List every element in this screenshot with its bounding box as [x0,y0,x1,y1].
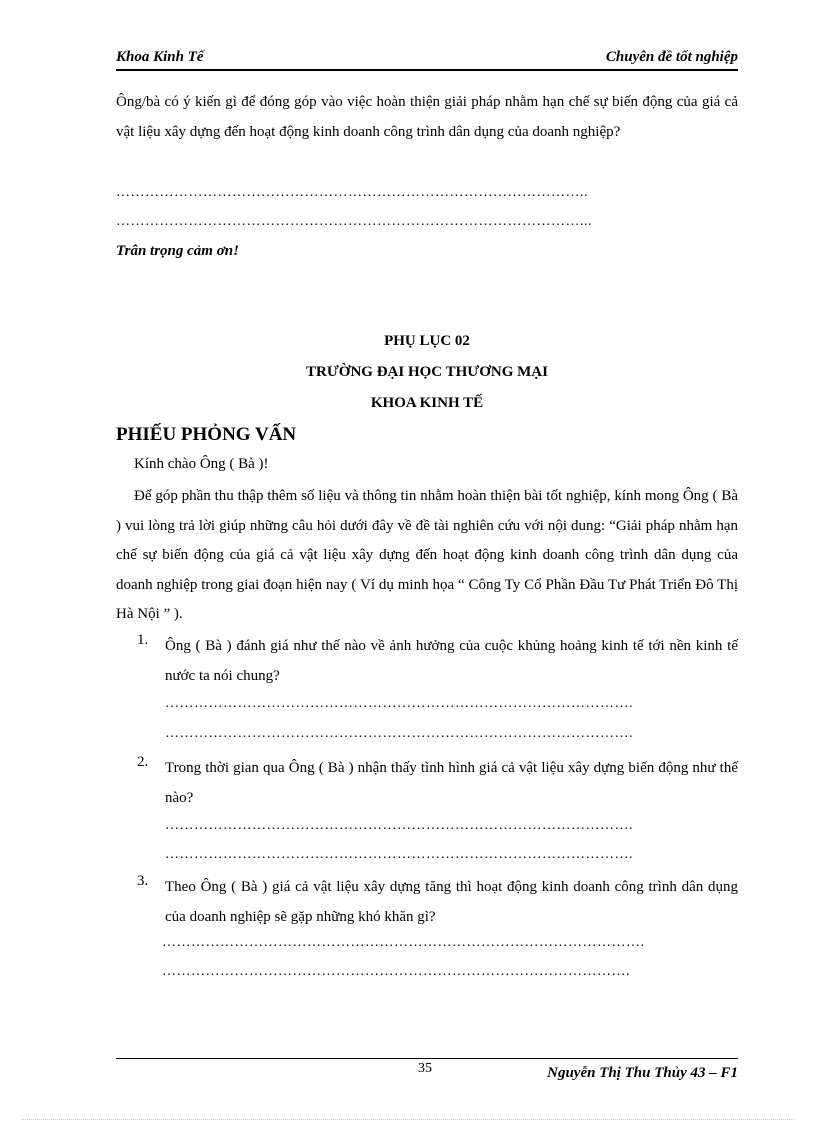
question-1-number: 1. [137,632,149,648]
question-2-answer-line-2: ……………………………………………………………………………………. [165,847,633,862]
question-2-answer-line-1: ……………………………………………………………………………………. [165,818,633,833]
question-2-number: 2. [137,754,149,770]
question-3-answer-line-1: ………………………………………………………………………………………. [162,935,645,950]
answer-dots-line-2: ……………………………………………………………………………………... [116,214,592,229]
faculty-name: KHOA KINH TẾ [370,395,484,411]
page-edge [22,1119,794,1120]
question-1-answer-line-1: ……………………………………………………………………………………. [165,696,633,711]
question-3-number: 3. [137,873,149,889]
intro-paragraph: Để góp phần thu thập thêm số liệu và thông tin nhằm hoàn thiện bài tốt nghiệp, kính mong Ông ( Bà ) vui lòng trả lời giúp những câu hỏi dưới đây về đề tài nghiên cứu với nội dung: “Giải pháp nhằm hạn chế sự biến động của giá cả vật liệu xây dựng đến hoạt động kinh doanh công trình dân dụng của doanh nghiệp trong giai đoạn hiện nay ( Ví dụ minh họa “ Công Ty Cổ Phần Đầu Tư Phát Triển Đô Thị Hà Nội ” ). [116,488,738,622]
header-divider [116,69,738,71]
question-3-text: Theo Ông ( Bà ) giá cả vật liệu xây dựng tăng thì hoạt động kinh doanh công trình dân dụng của doanh nghiệp sẽ gặp những khó khăn gì? [165,879,738,925]
answer-dots-line-1: …………………………………………………………………………………….. [116,185,588,200]
header-faculty: Khoa Kinh Tế [116,49,204,65]
thanks-text: Trân trọng cảm ơn! [116,243,239,259]
university-name: TRƯỜNG ĐẠI HỌC THƯƠNG MẠI [306,364,548,380]
question-2-text: Trong thời gian qua Ông ( Bà ) nhận thấy tình hình giá cả vật liệu xây dựng biến động như thế nào? [165,760,738,806]
appendix-title: PHỤ LỤC 02 [384,333,470,349]
question-3-answer-line-2: ……………………………………………………………………………………. [162,964,630,979]
greeting: Kính chào Ông ( Bà )! [134,456,269,472]
form-title: PHIẾU PHỎNG VẤN [116,424,297,445]
intro-question: Ông/bà có ý kiến gì để đóng góp vào việc hoàn thiện giải pháp nhằm hạn chế sự biến động của giá cả vật liệu xây dựng đến hoạt động kinh doanh công trình dân dụng của doanh nghiệp? [116,94,738,140]
footer-divider [116,1058,738,1059]
footer-author: Nguyễn Thị Thu Thủy 43 – F1 [547,1065,738,1081]
page-number: 35 [418,1061,432,1076]
question-1-text: Ông ( Bà ) đánh giá như thế nào về ảnh hưởng của cuộc khủng hoảng kinh tế tới nền kinh tế nước ta nói chung? [165,638,738,684]
header-document-type: Chuyên đề tốt nghiệp [605,49,738,65]
question-1-answer-line-2: ……………………………………………………………………………………. [165,726,633,741]
